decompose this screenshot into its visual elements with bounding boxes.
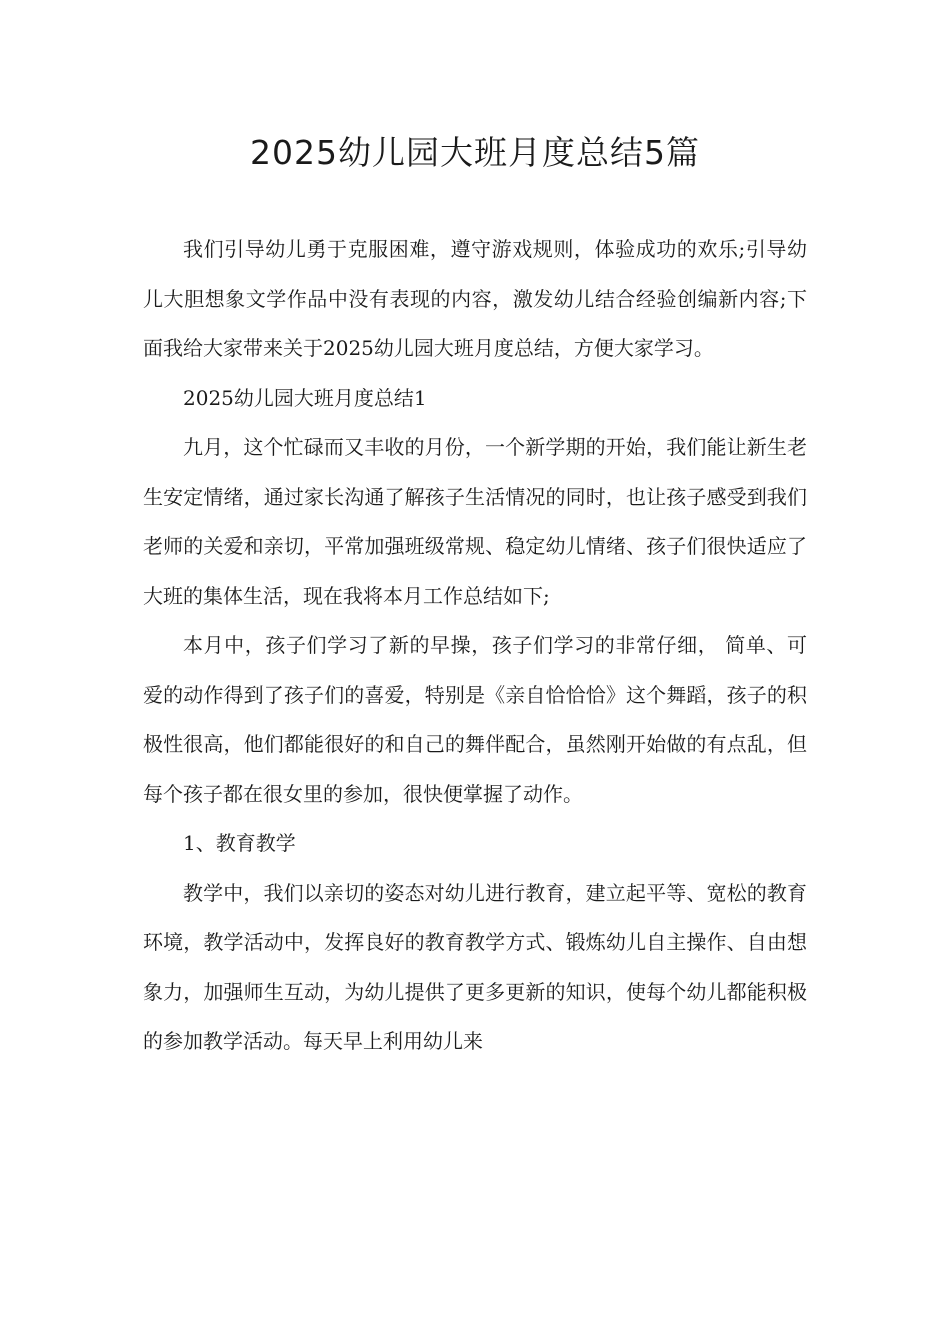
section-heading-education: 1、教育教学 [183,831,296,855]
paragraph-intro: 我们引导幼儿勇于克服困难，遵守游戏规则，体验成功的欢乐;引导幼儿大胆想象文学作品中没有表现的内容，激发幼儿结合经验创编新内容;下面我给大家带来关于2025幼儿园大班月度总结，方便大家学习。 [143,237,807,360]
document-body [143,225,807,1067]
paragraph-morning-exercise: 本月中，孩子们学习了新的早操，孩子们学习的非常仔细， 简单、可爱的动作得到了孩子们的喜爱，特别是《亲自恰恰恰》这个舞蹈，孩子的积极性很高，他们都能很好的和自己的舞伴配合，虽然刚开始做的有点乱，但每个孩子都在很女里的参加，很快便掌握了动作。 [143,633,807,806]
document-title: 2025幼儿园大班月度总结5篇 [250,133,700,172]
paragraph-september: 九月，这个忙碌而又丰收的月份，一个新学期的开始，我们能让新生老生安定情绪，通过家长沟通了解孩子生活情况的同时，也让孩子感受到我们老师的关爱和亲切，平常加强班级常规、稳定幼儿情绪、孩子们很快适应了大班的集体生活，现在我将本月工作总结如下; [143,435,807,608]
section-heading-summary-1: 2025幼儿园大班月度总结1 [183,385,427,410]
paragraph-teaching: 教学中，我们以亲切的姿态对幼儿进行教育，建立起平等、宽松的教育环境，教学活动中，发挥良好的教育教学方式、锻炼幼儿自主操作、自由想象力，加强师生互动，为幼儿提供了更多更新的知识，使每个幼儿都能积极的参加教学活动。每天早上利用幼儿来 [143,880,807,1053]
